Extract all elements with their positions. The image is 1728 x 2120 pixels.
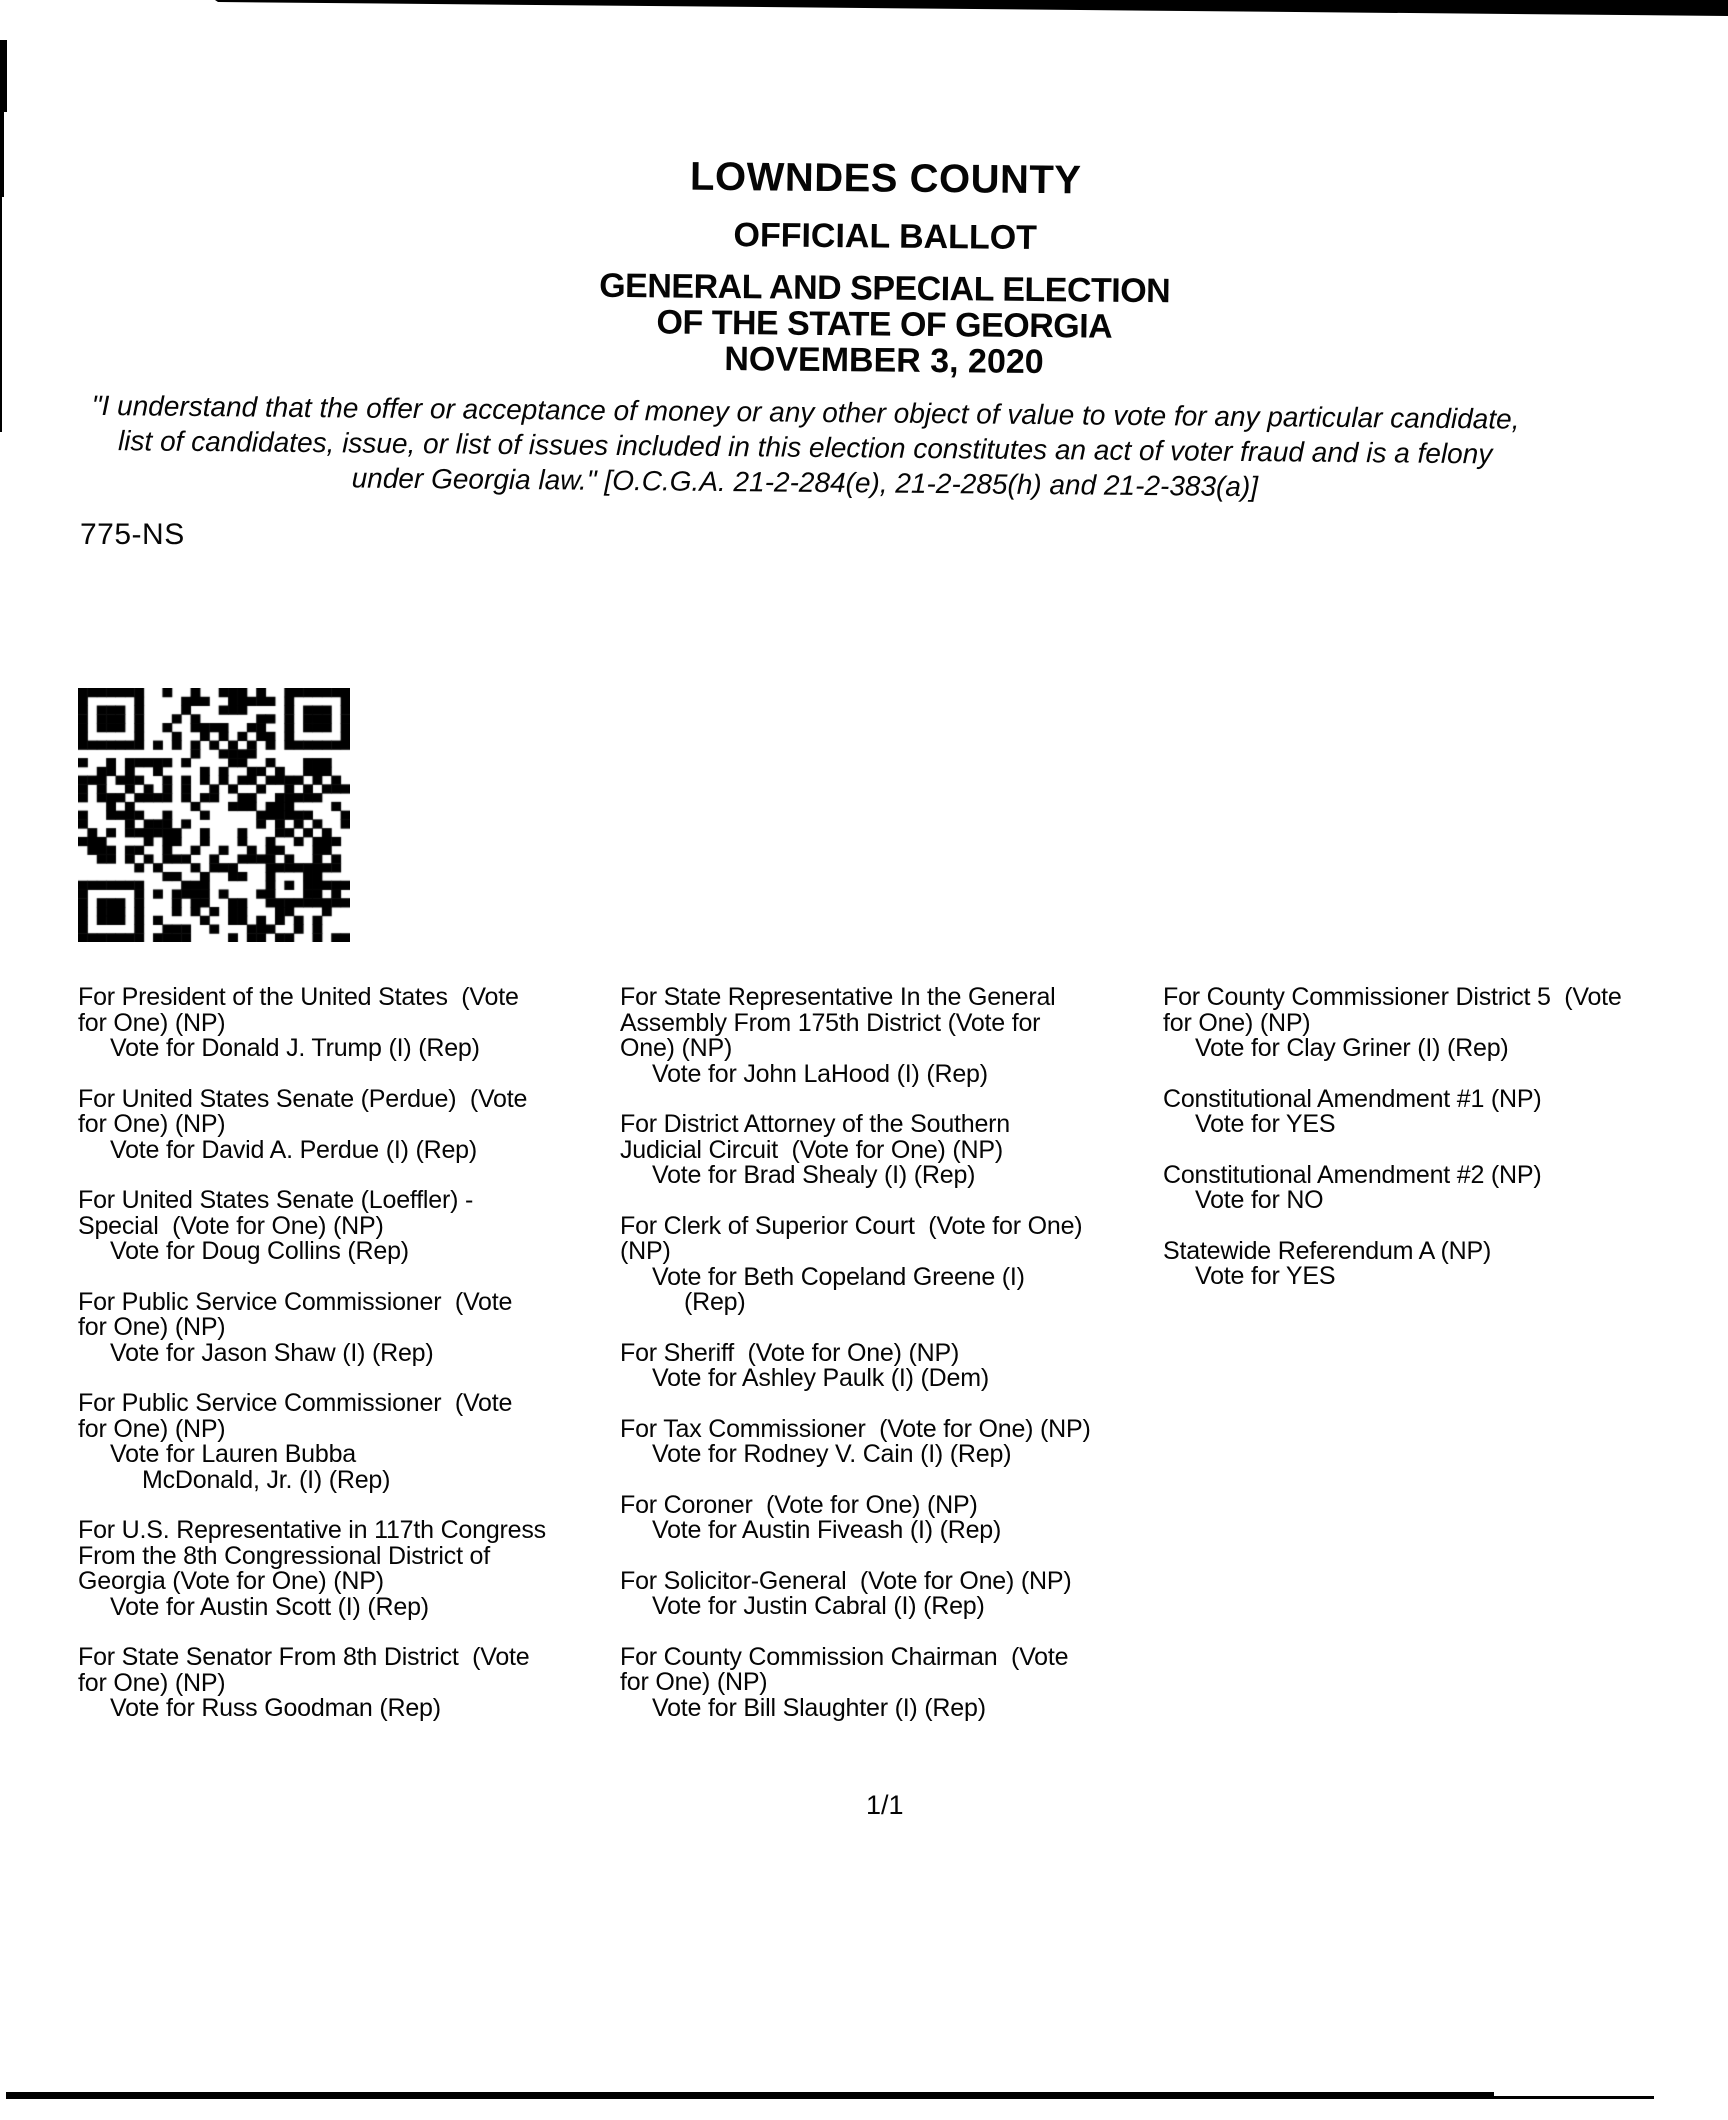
contest-office-line: For Solicitor-General (Vote for One) (NP) <box>620 1566 1072 1595</box>
contest-office-line: For U.S. Representative in 117th Congress <box>78 1516 546 1544</box>
contest <box>1163 1160 1622 1214</box>
contest <box>78 1518 546 1620</box>
contest-office-line: for One) (NP) <box>78 1110 226 1138</box>
contest <box>620 1414 1091 1468</box>
contest-office-line: For Public Service Commissioner (Vote <box>78 1287 513 1316</box>
contest <box>78 1391 546 1493</box>
contest-office-line: Georgia (Vote for One) (NP) <box>78 1567 384 1595</box>
voter-fraud-disclaimer <box>25 387 1586 507</box>
contest <box>78 1084 546 1164</box>
contest-office-line: For County Commissioner District 5 (Vote <box>1163 983 1622 1011</box>
contest <box>1163 985 1622 1062</box>
disclaimer-line: list of candidates, issue, or list of issues included in this election constitutes an act of voter fraud and is a felony <box>117 425 1493 470</box>
contest <box>1163 1236 1622 1290</box>
contest-office-line: for One) (NP) <box>1163 1008 1311 1037</box>
contest-office-line: for One) (NP) <box>78 1008 226 1037</box>
contest-vote-line: Vote for Donald J. Trump (I) (Rep) <box>110 1034 480 1062</box>
contest-vote-line: Vote for Brad Shealy (I) (Rep) <box>652 1161 976 1189</box>
contest-office-line: Special (Vote for One) (NP) <box>78 1211 384 1240</box>
contest-office-line: From the 8th Congressional District of <box>78 1541 491 1570</box>
contest-office-line: for One) (NP) <box>78 1668 226 1697</box>
contest-office-line: for One) (NP) <box>620 1668 768 1696</box>
contest-office-line: One) (NP) <box>620 1034 733 1062</box>
election-title-line2: OF THE STATE OF GEORGIA <box>656 303 1113 346</box>
contest <box>1163 1084 1622 1138</box>
contest <box>620 1112 1091 1189</box>
contest-office-line: for One) (NP) <box>78 1313 226 1341</box>
contest <box>620 1338 1091 1392</box>
ballot-type-title: OFFICIAL BALLOT <box>733 216 1038 257</box>
contest-office-line: For Sheriff (Vote for One) (NP) <box>620 1338 960 1367</box>
contest-vote-line: Vote for David A. Perdue (I) (Rep) <box>110 1135 477 1164</box>
contest-vote-line: Vote for Russ Goodman (Rep) <box>110 1694 441 1722</box>
contest-office-line: For United States Senate (Loeffler) - <box>78 1186 474 1214</box>
ballot-column-3 <box>1163 985 1622 1315</box>
contest <box>78 1645 546 1722</box>
contest-office-line: For Clerk of Superior Court (Vote for One) <box>620 1211 1083 1240</box>
contest-office-line: (NP) <box>620 1237 671 1265</box>
contest-office-line: For District Attorney of the Southern <box>620 1110 1010 1138</box>
contest-vote-line: Vote for YES <box>1195 1110 1336 1138</box>
contest <box>620 985 1091 1087</box>
contest-vote-line: Vote for NO <box>1195 1186 1324 1214</box>
contest-vote-line: Vote for Ashley Paulk (I) (Dem) <box>652 1364 989 1392</box>
contest-vote-line: Vote for Austin Scott (I) (Rep) <box>110 1592 429 1621</box>
contest-vote-line: McDonald, Jr. (I) (Rep) <box>142 1465 391 1494</box>
contest-vote-line: Vote for Jason Shaw (I) (Rep) <box>110 1338 434 1367</box>
page-number: 1/1 <box>866 1790 904 1820</box>
contest-office-line: For State Representative In the General <box>620 983 1056 1011</box>
contest-office-line: For County Commission Chairman (Vote <box>620 1642 1069 1671</box>
ballot-style-number: 775-NS <box>80 518 185 551</box>
contest-vote-line: Vote for Rodney V. Cain (I) (Rep) <box>652 1440 1012 1468</box>
ballot-column-2 <box>620 985 1091 1746</box>
contest <box>78 985 546 1062</box>
contest-vote-line: Vote for John LaHood (I) (Rep) <box>652 1059 988 1088</box>
contest-office-line: For Coroner (Vote for One) (NP) <box>620 1490 978 1519</box>
contest-vote-line: Vote for Bill Slaughter (I) (Rep) <box>652 1693 986 1722</box>
contest-office-line: for One) (NP) <box>78 1414 226 1443</box>
contest-vote-line: Vote for Beth Copeland Greene (I) <box>652 1262 1025 1291</box>
qr-code <box>78 688 350 942</box>
contest-vote-line: Vote for Clay Griner (I) (Rep) <box>1195 1034 1509 1062</box>
contest-office-line: Assembly From 175th District (Vote for <box>620 1008 1041 1037</box>
contest-office-line: For Tax Commissioner (Vote for One) (NP) <box>620 1414 1091 1443</box>
contest <box>78 1287 546 1367</box>
contest-vote-line: Vote for YES <box>1195 1262 1336 1290</box>
contest-office-line: For United States Senate (Perdue) (Vote <box>78 1084 528 1113</box>
contest-office-line: For President of the United States (Vote <box>78 983 519 1011</box>
contest-vote-line: Vote for Lauren Bubba <box>110 1440 356 1468</box>
contest-vote-line: Vote for Austin Fiveash (I) (Rep) <box>652 1516 1002 1544</box>
election-title-line1: GENERAL AND SPECIAL ELECTION <box>599 266 1171 311</box>
contest <box>620 1211 1091 1316</box>
contest-office-line: For Public Service Commissioner (Vote <box>78 1389 513 1417</box>
contest-office-line: Statewide Referendum A (NP) <box>1163 1236 1492 1265</box>
election-date: NOVEMBER 3, 2020 <box>724 340 1044 382</box>
contest-office-line: For State Senator From 8th District (Vote <box>78 1643 530 1671</box>
contest-office-line: Judicial Circuit (Vote for One) (NP) <box>620 1135 1003 1164</box>
contest <box>620 1566 1091 1620</box>
contest-vote-line: (Rep) <box>684 1288 746 1316</box>
disclaimer-line: "I understand that the offer or acceptance of money or any other object of value to vote for any particular candidate, <box>91 389 1520 435</box>
contest <box>620 1490 1091 1544</box>
ballot-column-1 <box>78 985 546 1747</box>
contest-office-line: Constitutional Amendment #1 (NP) <box>1163 1084 1542 1113</box>
contest-office-line: Constitutional Amendment #2 (NP) <box>1163 1160 1542 1189</box>
contest <box>620 1642 1091 1722</box>
disclaimer-line: under Georgia law." [O.C.G.A. 21-2-284(e), 21-2-285(h) and 21-2-383(a)] <box>351 462 1259 503</box>
contest-vote-line: Vote for Justin Cabral (I) (Rep) <box>652 1592 985 1620</box>
contest-vote-line: Vote for Doug Collins (Rep) <box>110 1237 409 1265</box>
contest <box>78 1188 546 1265</box>
county-title: LOWNDES COUNTY <box>689 154 1082 203</box>
